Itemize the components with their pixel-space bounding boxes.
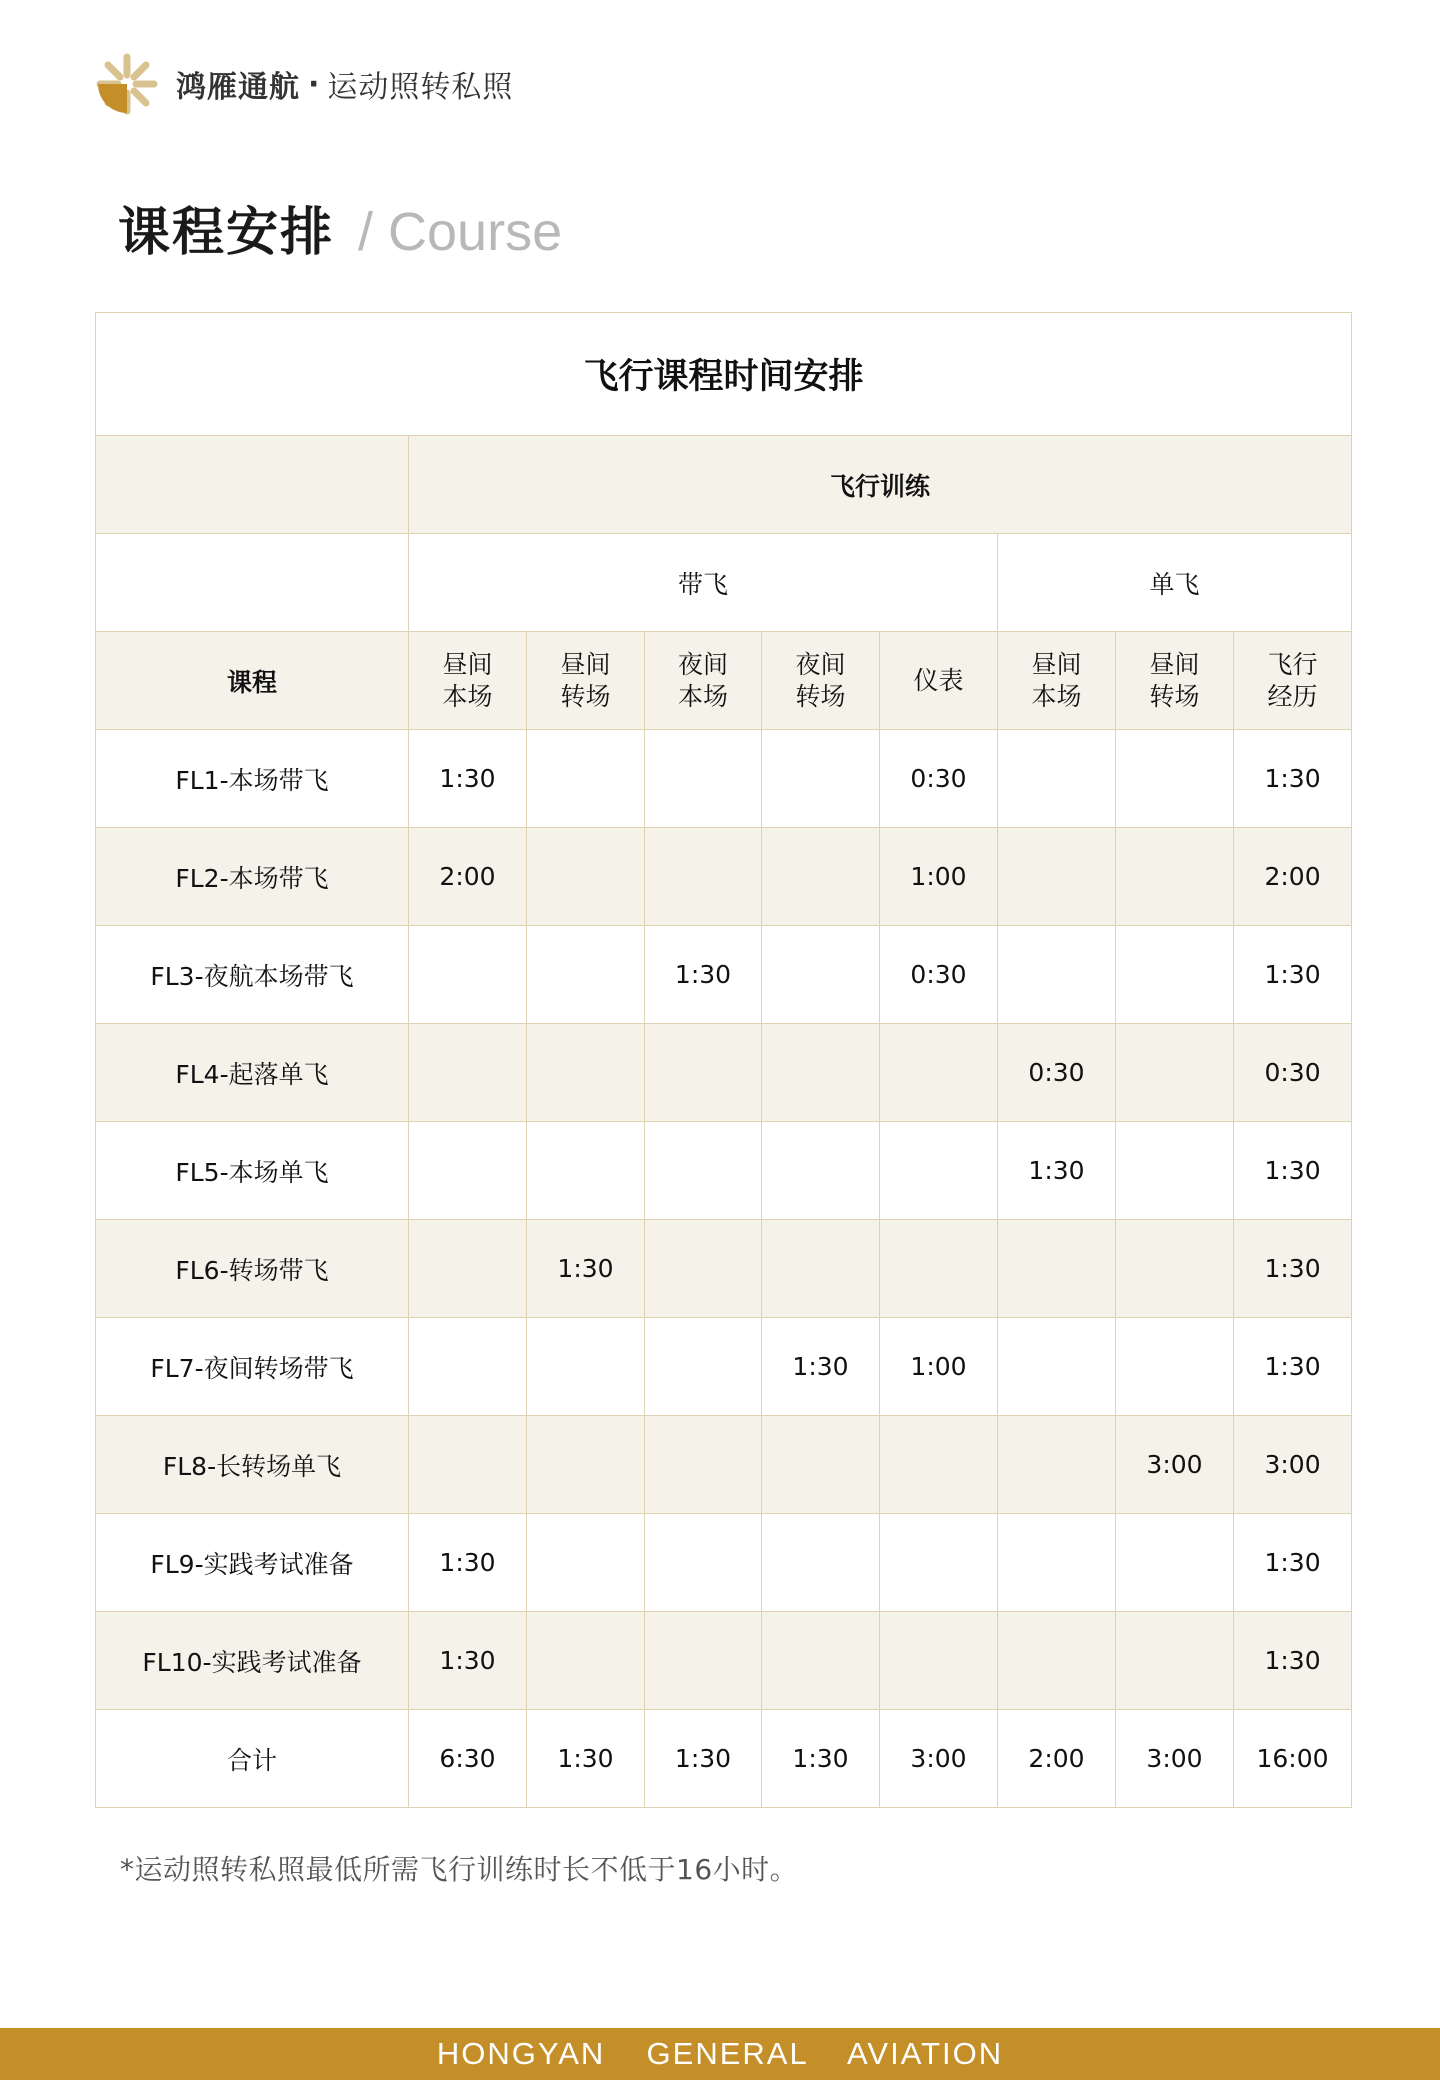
time-cell [527,1612,645,1710]
total-label-cell: 合计 [96,1710,409,1808]
time-cell [1116,1024,1234,1122]
footer-text: HONGYAN GENERAL AVIATION [436,2036,1004,2071]
time-cell [409,926,527,1024]
table-row [96,1122,1352,1220]
time-cell [998,1514,1116,1612]
time-cell [409,1024,527,1122]
time-cell: 1:30 [1234,730,1352,828]
time-cell [527,1024,645,1122]
table-row [96,1318,1352,1416]
page-title-cn: 课程安排 [118,203,335,263]
column-header-line: 昼间 [560,650,611,680]
time-cell [527,926,645,1024]
time-cell: 0:30 [1234,1024,1352,1122]
time-cell: 1:30 [762,1318,880,1416]
time-cell [645,828,762,926]
column-header-line: 转场 [795,681,846,711]
subgroup-header-solo: 单飞 [998,534,1352,632]
total-time-cell: 16:00 [1234,1710,1352,1808]
time-cell: 1:30 [409,730,527,828]
column-header [998,632,1116,730]
sunburst-logo-icon [96,53,158,115]
time-cell [527,1416,645,1514]
time-cell [1116,1612,1234,1710]
time-cell [998,730,1116,828]
time-cell [880,1220,998,1318]
table-row [96,1612,1352,1710]
column-header-line: 夜间 [677,650,728,680]
time-cell [998,1416,1116,1514]
column-header [1116,632,1234,730]
blank-header-cell [96,534,409,632]
total-time-cell: 3:00 [880,1710,998,1808]
column-header-line: 昼间 [1031,650,1082,680]
brand-separator: · [308,66,320,102]
subgroup-header-dual: 带飞 [409,534,998,632]
total-time-cell: 1:30 [527,1710,645,1808]
time-cell [1116,926,1234,1024]
course-name-cell: FL5-本场单飞 [96,1122,409,1220]
time-cell: 0:30 [998,1024,1116,1122]
table-row [96,1514,1352,1612]
column-header [880,632,998,730]
course-name-cell: FL2-本场带飞 [96,828,409,926]
brand-name: 鸿雁通航 [176,70,300,105]
total-time-cell: 1:30 [762,1710,880,1808]
header [96,52,513,116]
time-cell [645,1416,762,1514]
time-cell: 1:30 [1234,1612,1352,1710]
course-name-cell: FL1-本场带飞 [96,730,409,828]
time-cell [880,1514,998,1612]
column-header-line: 本场 [1031,681,1082,711]
course-name-cell: FL3-夜航本场带飞 [96,926,409,1024]
course-name-cell: FL6-转场带飞 [96,1220,409,1318]
column-header-line: 夜间 [795,650,846,680]
time-cell [409,1318,527,1416]
time-cell: 0:30 [880,730,998,828]
column-header-line: 昼间 [442,650,493,680]
time-cell [762,1612,880,1710]
column-header-line: 本场 [442,681,493,711]
time-cell [527,828,645,926]
column-header-line: 本场 [677,681,728,711]
course-name-cell: FL7-夜间转场带飞 [96,1318,409,1416]
column-header [409,632,527,730]
blank-header-cell [96,436,409,534]
column-header-line: 昼间 [1149,650,1200,680]
time-cell [409,1220,527,1318]
table-row [96,1220,1352,1318]
course-name-cell: FL9-实践考试准备 [96,1514,409,1612]
course-name-cell: FL4-起落单飞 [96,1024,409,1122]
brand-subtitle: 运动照转私照 [327,70,514,105]
column-header [762,632,880,730]
page-title [118,190,562,265]
table-caption: 飞行课程时间安排 [96,313,1352,436]
time-cell [998,926,1116,1024]
time-cell [1116,828,1234,926]
time-cell [998,1612,1116,1710]
footnote: *运动照转私照最低所需飞行训练时长不低于16小时。 [120,1853,799,1886]
column-header [1234,632,1352,730]
total-time-cell: 2:00 [998,1710,1116,1808]
time-cell: 3:00 [1116,1416,1234,1514]
time-cell [1116,730,1234,828]
time-cell [998,828,1116,926]
time-cell [998,1318,1116,1416]
footer-banner [0,2028,1440,2080]
time-cell: 1:00 [880,828,998,926]
total-time-cell: 1:30 [645,1710,762,1808]
table-row [96,1416,1352,1514]
column-header-line: 转场 [560,681,611,711]
time-cell [880,1122,998,1220]
table-row [96,926,1352,1024]
time-cell [880,1612,998,1710]
course-name-cell: FL10-实践考试准备 [96,1612,409,1710]
time-cell [1116,1514,1234,1612]
time-cell [409,1122,527,1220]
time-cell: 2:00 [1234,828,1352,926]
time-cell [645,1024,762,1122]
flight-schedule-table [95,312,1352,1808]
total-row [96,1710,1352,1808]
total-time-cell: 6:30 [409,1710,527,1808]
course-column-header: 课程 [96,632,409,730]
time-cell [527,1122,645,1220]
time-cell: 1:30 [1234,1220,1352,1318]
time-cell: 1:30 [1234,926,1352,1024]
time-cell [1116,1220,1234,1318]
time-cell: 1:30 [998,1122,1116,1220]
column-header-line: 飞行 [1267,650,1318,680]
time-cell [762,1416,880,1514]
column-header-line: 经历 [1267,681,1318,711]
table-row [96,828,1352,926]
time-cell [998,1220,1116,1318]
time-cell [645,1122,762,1220]
time-cell [762,1024,880,1122]
time-cell [762,828,880,926]
time-cell: 1:30 [645,926,762,1024]
time-cell [762,926,880,1024]
time-cell [762,1122,880,1220]
time-cell [645,1514,762,1612]
time-cell [762,1514,880,1612]
time-cell [762,730,880,828]
time-cell [527,1514,645,1612]
time-cell [762,1220,880,1318]
time-cell: 1:00 [880,1318,998,1416]
time-cell [645,1318,762,1416]
time-cell: 1:30 [1234,1318,1352,1416]
time-cell [880,1024,998,1122]
group-header-flight-training: 飞行训练 [409,436,1352,534]
time-cell: 1:30 [409,1612,527,1710]
time-cell [1116,1318,1234,1416]
column-header-line: 转场 [1149,681,1200,711]
total-time-cell: 3:00 [1116,1710,1234,1808]
column-header-line: 仪表 [913,665,964,695]
time-cell: 1:30 [409,1514,527,1612]
table-row [96,730,1352,828]
time-cell [1116,1122,1234,1220]
time-cell [527,730,645,828]
course-name-cell: FL8-长转场单飞 [96,1416,409,1514]
time-cell: 2:00 [409,828,527,926]
time-cell: 1:30 [1234,1122,1352,1220]
time-cell [409,1416,527,1514]
time-cell [527,1318,645,1416]
time-cell [645,730,762,828]
table-row [96,1024,1352,1122]
column-header [645,632,762,730]
time-cell: 3:00 [1234,1416,1352,1514]
time-cell [645,1220,762,1318]
page-title-en: / Course [358,202,563,262]
column-header [527,632,645,730]
time-cell: 0:30 [880,926,998,1024]
time-cell: 1:30 [527,1220,645,1318]
time-cell: 1:30 [1234,1514,1352,1612]
time-cell [645,1612,762,1710]
time-cell [880,1416,998,1514]
